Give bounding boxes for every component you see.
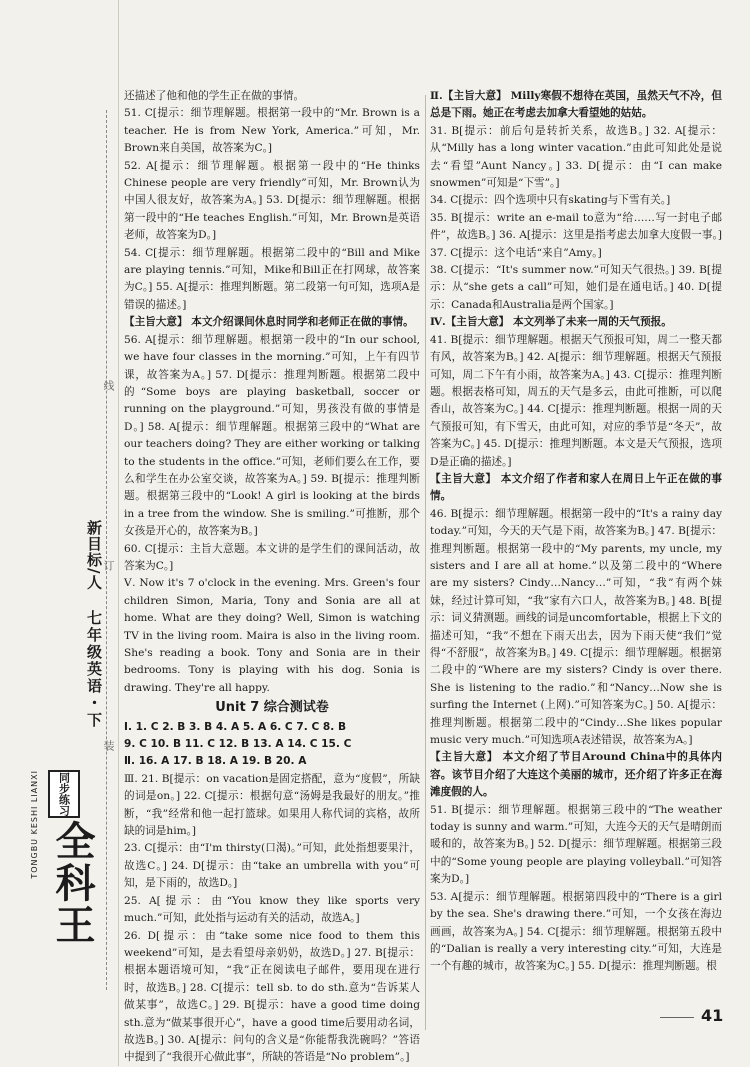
- answer-paragraph: 35. B[提示：write an e-mail to意为“给……写一封电子邮件”，故选B。] 36. A[提示：这里是指考虑去加拿大度假一事。] 37. C[提示：这个电话“来自”Amy。]: [430, 211, 722, 259]
- answer-key-row: 9. C 10. B 11. C 12. B 13. A 14. C 15. C: [124, 738, 352, 751]
- answer-paragraph: 还描述了他和他的学生正在做的事情。: [124, 90, 305, 102]
- cut-mark-install: 装: [102, 740, 115, 751]
- page-number: 41: [701, 1006, 724, 1025]
- answer-paragraph: 56. A[提示：细节理解题。根据第一段中的“In our school, we have four classes in the morning.”可知，上午有四节课，故答案为A。] 57. D[提示：推理判断题。根据第二段中的“Some boys are playing basketball, soccer or running on the playground.”可知，男孩没有做的事情是D。] 58. A[提示：细节理解题。根据第三段中的“What are our teachers doing? They are either working or talking to the students in the office.”可知，老师们要么在工作，要么和学生在办公室交谈，故答案为A。] 59. B[提示：推理判断题。根据第三段中的“Look! A girl is looking at the birds in a tree from the window. She is smiling.”可推断，那个女孩是开心的，故答案为B。]: [124, 333, 421, 538]
- answer-paragraph: 51. B[提示：细节理解题。根据第三段中的“The weather today is sunny and warm.”可知，大连今天的天气是晴朗而暖和的，故答案为B。] 52. D[提示：细节理解题。根据第三段中的“Some young people are playing volleyball.”可知答案为D。]: [430, 803, 722, 886]
- answer-paragraph: 53. A[提示：细节理解题。根据第四段中的“There is a girl by the sea. She's drawing there.”可知，一个女孩在海边画画，故答案为A。] 54. C[提示：细节理解题。根据第五段中的“Dalian is really a very interesting city.”可知，大连是一个有趣的城市，故答案为C。] 55. D[提示：推理判断题。根: [430, 890, 722, 973]
- unit-title: Unit 7 综合测试卷: [215, 700, 329, 716]
- answer-paragraph: 26. D[提示：由“take some nice food to them this weekend”可知，是去看望母亲奶奶，故选D。] 27. B[提示：根据本题语境可知，“我”正在阅读电子邮件，要用现在进行时，故选B。] 28. C[提示：tell sb. to do sth.意为“告诉某人做某事”，故选C。] 29. B[提示：have a good time doing sth.意为“做某事很开心”，have a good time后要用动名词，故选B。] 30. A[提示：问句的含义是“你能帮我洗碗吗？”答语中提到了“我很开心做此事”，所缺的答语是“No problem”。]: [124, 929, 420, 1064]
- answer-key-row: Ⅱ. 16. A 17. B 18. A 19. B 20. A: [124, 755, 307, 768]
- brand-logo-box: 同步练习: [48, 770, 80, 818]
- answer-paragraph: 38. C[提示：“It's summer now.”可知天气很热。] 39. B[提示：从“she gets a call”可知，她们是在通电话。] 40. D[提示：Canada和Australia是两个国家。]: [430, 264, 722, 311]
- answer-paragraph: 60. C[提示：主旨大意题。本文讲的是学生们的课间活动，故答案为C。]: [124, 542, 420, 572]
- cut-mark-line: 线: [102, 380, 115, 391]
- cut-line: [106, 110, 107, 990]
- answer-paragraph: 52. A[提示：细节理解题。根据第一段中的“He thinks Chinese people are very friendly”可知，Mr. Brown认为中国人很友好，故答案为A。] 53. D[提示：细节理解题。根据第一段中的“He teaches English.”可知，Mr. Brown是英语老师，故答案为D。]: [124, 159, 420, 242]
- left-answer-column: [124, 88, 420, 1067]
- main-idea-heading: 【主旨大意】 本文介绍了节目Around China中的具体内容。该节目介绍了大连这个美丽的城市，还介绍了许多正在海滩度假的人。: [430, 751, 722, 799]
- main-idea-heading: Ⅳ.【主旨大意】 本文列举了未来一周的天气预报。: [430, 316, 672, 329]
- book-spine: [0, 0, 119, 1066]
- answer-paragraph: 31. B[提示：前后句是转折关系，故选B。] 32. A[提示：从“Milly has a long winter vacation.”由此可知此处是说去“看望”Aunt Nancy。] 33. D[提示：由“I can make snowmen”可知是“下雪”。]: [430, 124, 722, 190]
- right-answer-column: [430, 88, 722, 976]
- answer-paragraph: 41. B[提示：细节理解题。根据天气预报可知，周二一整天都有风，故答案为B。] 42. A[提示：细节理解题。根据天气预报可知，周二下午有小雨，故答案为A。] 43. C[提示：推理判断题。根据表格可知，周五的天气是多云，由此可推断，可以爬香山，故答案为C。] 44. C[提示：推理判断题。根据一周的天气预报可知，有下雪天，由此可知，对应的季节是“冬天”，故答案为C。] 45. D[提示：推理判断题。本文是天气预报，选项D是正确的描述。]: [430, 333, 722, 468]
- answer-paragraph: 23. C[提示：由“I'm thirsty(口渴)。”可知，此处指想要果汁，故选C。] 24. D[提示：由“take an umbrella with you”可知，是下雨的，故选D。]: [124, 842, 420, 890]
- book-title: 七年级英语・下: [85, 610, 103, 729]
- answer-paragraph: 25. A[提示：由“You know they like sports very much.”可知，此处指与运动有关的活动，故选A。]: [124, 894, 420, 925]
- main-idea-heading: Ⅱ.【主旨大意】 Milly寒假不想待在英国，虽然天气不冷，但总是下雨。她正在考虑去加拿大看望她的姑姑。: [430, 90, 722, 120]
- answer-key-row: Ⅰ. 1. C 2. B 3. B 4. A 5. A 6. C 7. C 8. B: [124, 720, 347, 733]
- cut-mark-bind: 订: [102, 560, 115, 571]
- brand-name: 全科王: [49, 820, 96, 946]
- answer-paragraph: 51. C[提示：细节理解题。根据第一段中的“Mr. Brown is a teacher. He is from New York, America.”可知，Mr. Brown来自美国，故答案为C。]: [124, 107, 420, 155]
- answer-paragraph: 46. B[提示：细节理解题。根据第一段中的“It's a rainy day today.”可知，今天的天气是下雨，故答案为B。] 47. B[提示：推理判断题。根据第一段中的“My parents, my uncle, my sisters and I are all at home.”以及第二段中的“Where are my sisters? Cindy…Nancy…”可知，“我”有两个妹妹，经过计算可知，“我”家有六口人，故答案为B。] 48. B[提示：词义猜测题。画线的词是uncomfortable，根据上下文的描述可知，“我”不想在下雨天出去，因为下雨天使“我们”觉得“不舒服”，故答案为B。] 49. C[提示：细节理解题。根据第二段中的“Where are my sisters? Cindy is over there. She is listening to the radio.”和“Nancy…Now she is surfing the Internet (上网).”可知答案为C。] 50. A[提示：推理判断题。根据第二段中的“Cindy…She likes popular music very much.”可知选项A表述错误，故答案为A。]: [430, 507, 722, 747]
- column-divider: [425, 95, 426, 1030]
- brand-pinyin: TONGBU KESHI LIANXI: [30, 770, 39, 879]
- answer-paragraph: 54. C[提示：细节理解题。根据第二段中的“Bill and Mike are playing tennis.”可知，Mike和Bill正在打网球，故答案为C。] 55. A[提示：推理判断题。第二段第一句可知，选项A是错误的描述。]: [124, 246, 420, 311]
- writing-answer: Ⅴ. Now it's 7 o'clock in the evening. Mrs. Green's four children Simon, Maria, Tony and Sonia are all at home. What are they doing? Well, Simon is watching TV in the living room. Maira is also in the living room. She's reading a book. Tony and Sonia are in their bedrooms. Tony is playing with his dog. Sonia is drawing. They're all happy.: [124, 577, 420, 694]
- answer-paragraph: Ⅲ. 21. B[提示：on vacation是固定搭配，意为“度假”，所缺的词是on。] 22. C[提示：根据句意“汤姆是我最好的朋友。”推断，“我”经常和他一起打篮球。如果用人称代词的宾格，故所缺的词是him。]: [124, 772, 420, 838]
- main-idea-heading: 【主旨大意】 本文介绍课间休息时同学和老师正在做的事情。: [124, 316, 414, 329]
- book-edition: 新目标/人: [85, 520, 103, 591]
- main-idea-heading: 【主旨大意】 本文介绍了作者和家人在周日上午正在做的事情。: [430, 472, 722, 503]
- answer-paragraph: 34. C[提示：四个选项中只有skating与下雪有关。]: [430, 194, 671, 207]
- page-number-rule: [660, 1017, 694, 1018]
